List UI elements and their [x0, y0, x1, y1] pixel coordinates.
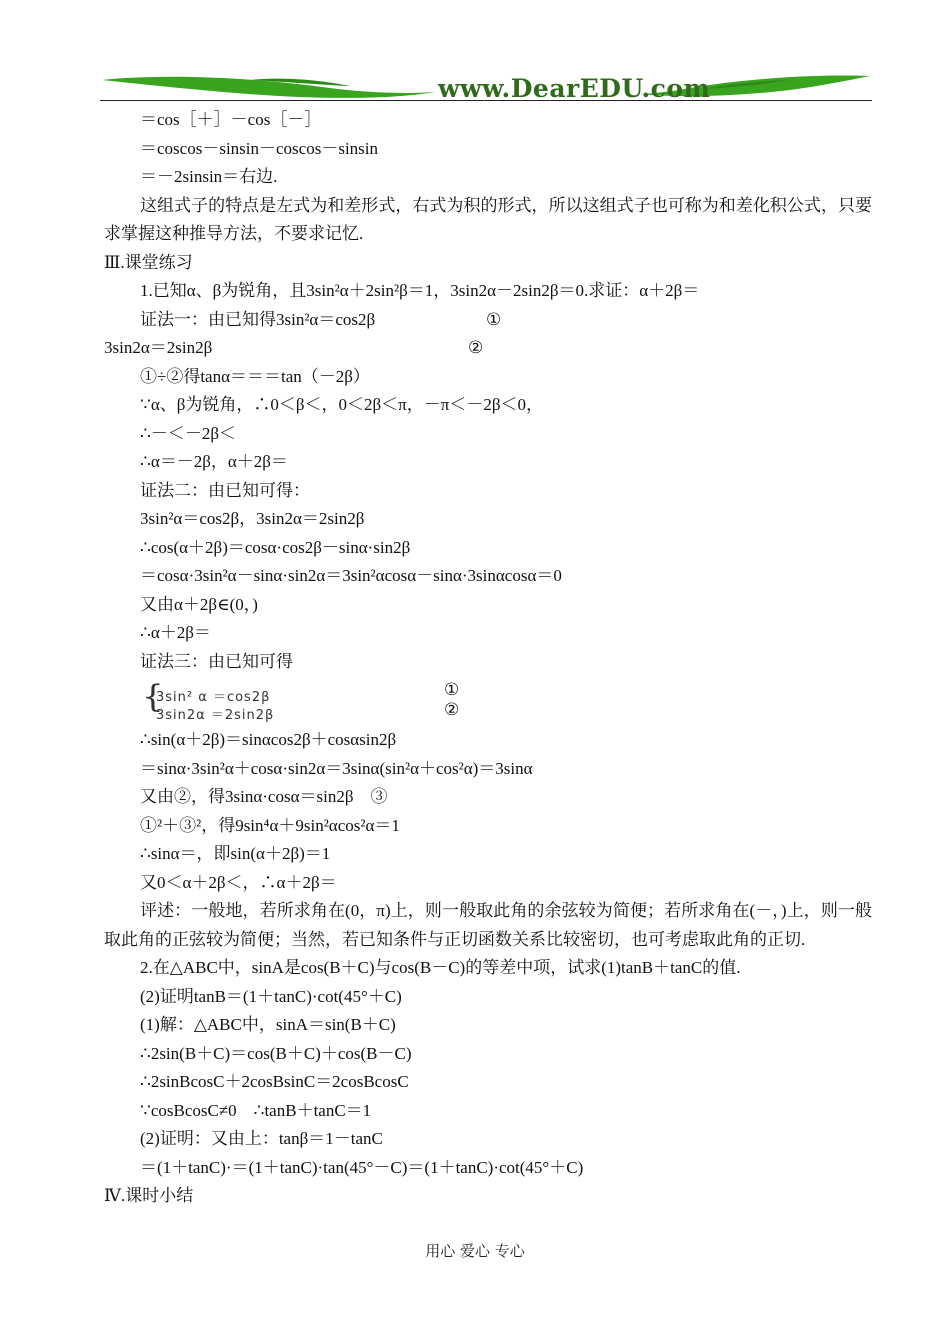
text-line — [104, 983, 872, 1012]
line-text: 这组式子的特点是左式为和差形式，右式为积的形式，所以这组式子也可称为和差化积公式，只要求掌握这种推导方法，不要求记忆. — [104, 195, 872, 243]
page-footer: 用心 爱心 专心 — [425, 1242, 525, 1260]
text-line — [104, 1068, 872, 1097]
line-text: (1)解：△ABC中，sinA＝sin(B＋C) — [140, 1015, 396, 1034]
text-line — [104, 591, 872, 620]
text-line — [104, 505, 872, 534]
text-line — [104, 277, 872, 306]
line-text: Ⅲ.课堂练习 — [104, 252, 193, 272]
text-line — [104, 391, 872, 420]
system-equation-1: 3sin² α ＝cos2β — [156, 690, 271, 705]
document-body — [104, 106, 872, 1211]
text-line — [104, 306, 872, 335]
line-text: ∴2sin(B＋C)＝cos(B＋C)＋cos(B－C) — [140, 1043, 412, 1063]
line-text: 3sin2α＝2sin2β — [104, 338, 213, 357]
line-text: 2.在△ABC中，sinA是cos(B＋C)与cos(B－C)的等差中项，试求(1)tanB＋tanC的值. — [140, 958, 741, 977]
line-text: ∴cos(α＋2β)＝cosα·cos2β－sinα·sin2β — [140, 537, 411, 557]
text-line — [104, 897, 872, 954]
line-text: 证法一：由已知得3sin²α＝cos2β — [140, 309, 376, 329]
line-text: 1.已知α、β为锐角，且3sin²α＋2sin²β＝1，3sin2α－2sin2β＝0.求证：α＋2β＝ — [140, 281, 700, 300]
text-line — [104, 363, 872, 392]
text-line — [104, 562, 872, 591]
line-text: ＝－2sinsin＝右边. — [140, 167, 278, 186]
text-block-1 — [104, 106, 872, 676]
equation-number: ① — [486, 309, 502, 329]
line-text: (2)证明tanB＝(1＋tanC)·cot(45°＋C) — [140, 986, 402, 1006]
system-mark-1: ① — [444, 680, 460, 699]
text-line — [104, 135, 872, 164]
text-line — [104, 1097, 872, 1126]
system-equation-2: 3sin2α ＝2sin2β — [156, 708, 275, 723]
line-text: ①÷②得tanα＝＝＝tan（－2β） — [140, 366, 370, 386]
line-text: ＝coscos－sinsin－coscos－sinsin — [140, 138, 378, 158]
line-text: 又由②，得3sinα·cosα＝sin2β ③ — [140, 787, 388, 806]
line-text: 又0＜α＋2β＜，∴α＋2β＝ — [140, 872, 337, 892]
line-text: ＝(1＋tanC)·＝(1＋tanC)·tan(45°－C)＝(1＋tanC)·cot(45°＋C) — [140, 1157, 584, 1177]
line-text: Ⅳ.课时小结 — [104, 1186, 194, 1205]
text-line — [104, 619, 872, 648]
line-text: 又由α＋2β∈(0，) — [140, 594, 258, 614]
line-text: ∴sin(α＋2β)＝sinαcos2β＋cosαsin2β — [140, 730, 397, 749]
line-text: ∴α＝－2β，α＋2β＝ — [140, 452, 288, 471]
line-text: ＝cosα·3sin²α－sinα·sin2α＝3sin²αcosα－sinα·3sinαcosα＝0 — [140, 566, 562, 585]
header-banner — [100, 68, 875, 104]
text-line — [104, 812, 872, 841]
line-text: ∴α＋2β＝ — [140, 623, 211, 642]
text-line — [104, 954, 872, 983]
text-line — [104, 1011, 872, 1040]
line-text: ＝sinα·3sin²α＋cosα·sin2α＝3sinα(sin²α＋cos²α)＝3sinα — [140, 758, 533, 778]
text-line — [104, 420, 872, 449]
line-text: ＝cos［＋］－cos［－］ — [140, 110, 322, 129]
text-line — [104, 163, 872, 192]
text-line — [104, 869, 872, 898]
text-line — [104, 783, 872, 812]
text-line — [104, 249, 872, 278]
line-text: ∴sinα＝，即sin(α＋2β)＝1 — [140, 844, 331, 863]
brace-symbol: { — [142, 679, 164, 715]
line-text: ∴2sinBcosC＋2cosBsinC＝2cosBcosC — [140, 1072, 409, 1091]
text-line — [104, 477, 872, 506]
line-text: ①²＋③²，得9sin⁴α＋9sin²αcos²α＝1 — [140, 815, 400, 835]
line-text: 证法三：由已知可得 — [140, 651, 293, 671]
text-line — [104, 755, 872, 784]
text-line — [104, 534, 872, 563]
line-text: 评述：一般地，若所求角在(0，π)上，则一般取此角的余弦较为简便；若所求角在(－，)上，则一般取此角的正弦较为简便；当然，若已知条件与正切函数关系比较密切，也可考虑取此角的正切. — [104, 901, 872, 949]
text-line — [104, 1125, 872, 1154]
line-text: ∵α、β为锐角，∴0＜β＜，0＜2β＜π，－π＜－2β＜0， — [140, 395, 543, 414]
line-text: (2)证明：又由上：tanβ＝1－tanC — [140, 1129, 383, 1148]
system-mark-2: ② — [444, 700, 460, 719]
line-text: 3sin²α＝cos2β，3sin2α＝2sin2β — [140, 509, 365, 528]
line-text: ∵cosBcosC≠0 ∴tanB＋tanC＝1 — [140, 1100, 372, 1120]
line-text: 证法二：由已知可得： — [140, 480, 310, 500]
text-line — [104, 106, 872, 135]
equation-number: ② — [468, 338, 484, 357]
text-line — [104, 334, 872, 363]
text-block-2 — [104, 726, 872, 1211]
text-line — [104, 192, 872, 249]
line-text: ∴－＜－2β＜ — [140, 423, 236, 443]
text-line — [104, 1182, 872, 1211]
text-line — [104, 1154, 872, 1183]
text-line — [104, 840, 872, 869]
text-line — [104, 1040, 872, 1069]
header-rule — [100, 100, 872, 101]
site-logo: www.DearEDU.com — [438, 74, 711, 103]
text-line — [104, 448, 872, 477]
equation-system — [140, 680, 870, 724]
text-line — [104, 648, 872, 677]
